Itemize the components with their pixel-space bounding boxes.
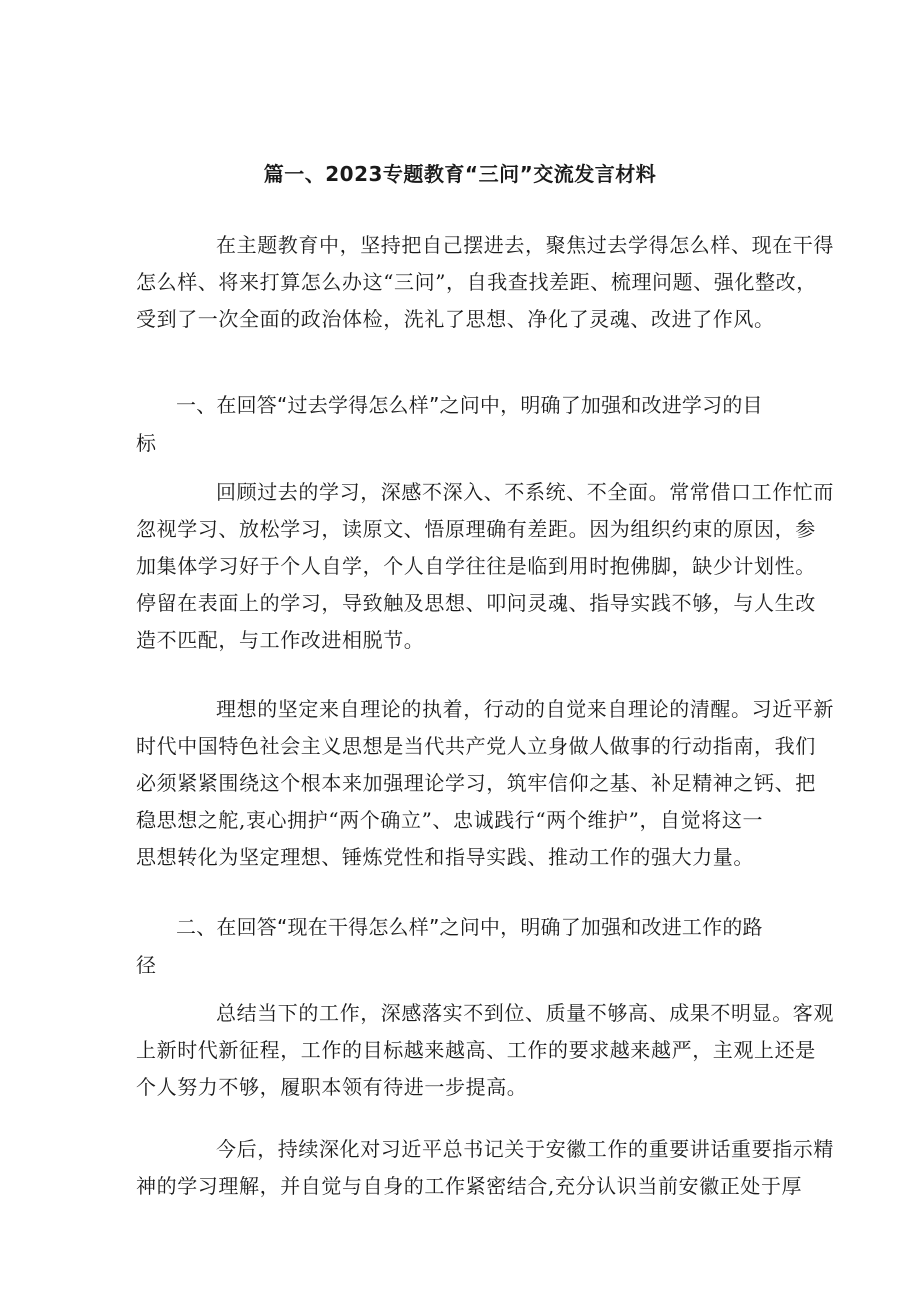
text-line: 回顾过去的学习，深感不深入、不系统、不全面。常常借口工作忙而 bbox=[216, 480, 834, 504]
document-title: 篇一、2023专题教育“三问”交流发言材料 bbox=[263, 162, 657, 186]
text-line: 今后，持续深化对习近平总书记关于安徽工作的重要讲话重要指示精 bbox=[216, 1137, 834, 1161]
text-line: 必须紧紧围绕这个根本来加强理论学习，筑牢信仰之基、补足精神之钙、把 bbox=[136, 771, 816, 795]
text-line: 个人努力不够，履职本领有待进一步提高。 bbox=[136, 1075, 528, 1099]
text-line: 停留在表面上的学习，导致触及思想、叩问灵魂、指导实践不够，与人生改 bbox=[136, 591, 816, 615]
text-line: 神的学习理解，并自觉与自身的工作紧密结合,充分认识当前安徽正处于厚 bbox=[136, 1174, 803, 1198]
heading-line: 一、在回答“过去学得怎么样”之问中，明确了加强和改进学习的目 bbox=[176, 393, 763, 417]
section-heading-2 bbox=[136, 908, 786, 984]
text-line: 忽视学习、放松学习，读原文、悟原理确有差距。因为组织约束的原因，参 bbox=[136, 517, 816, 541]
text-line: 造不匹配，与工作改进相脱节。 bbox=[136, 628, 425, 652]
text-line: 在主题教育中，坚持把自己摆进去，聚焦过去学得怎么样、现在干得 bbox=[216, 233, 834, 257]
section-heading-1 bbox=[136, 386, 786, 462]
text-line: 怎么样、将来打算怎么办这“三问”，自我查找差距、梳理问题、强化整改， bbox=[136, 270, 817, 294]
text-line: 加集体学习好于个人自学，个人自学往往是临到用时抱佛脚，缺少计划性。 bbox=[136, 554, 816, 578]
heading-line: 二、在回答“现在干得怎么样”之问中，明确了加强和改进工作的路 bbox=[176, 915, 763, 939]
heading-line: 标 bbox=[136, 431, 157, 455]
text-line: 思想转化为坚定理想、锤炼党性和指导实践、推动工作的强大力量。 bbox=[136, 845, 754, 869]
heading-line: 径 bbox=[136, 953, 157, 977]
text-line: 稳思想之舵,衷心拥护“两个确立”、忠诚践行“两个维护”，自觉将这一 bbox=[136, 808, 764, 832]
text-line: 上新时代新征程，工作的目标越来越高、工作的要求越来越严，主观上还是 bbox=[136, 1038, 816, 1062]
text-line: 受到了一次全面的政治体检，洗礼了思想、净化了灵魂、改进了作风。 bbox=[136, 307, 775, 331]
paragraph-future bbox=[136, 1131, 834, 1205]
paragraph-intro bbox=[136, 227, 834, 338]
text-line: 总结当下的工作，深感落实不到位、质量不够高、成果不明显。客观 bbox=[216, 1001, 834, 1025]
paragraph-study-review bbox=[136, 474, 834, 659]
paragraph-theory bbox=[136, 691, 834, 876]
text-line: 理想的坚定来自理论的执着，行动的自觉来自理论的清醒。习近平新 bbox=[216, 697, 834, 721]
text-line: 时代中国特色社会主义思想是当代共产党人立身做人做事的行动指南，我们 bbox=[136, 734, 816, 758]
paragraph-work-review bbox=[136, 995, 834, 1106]
